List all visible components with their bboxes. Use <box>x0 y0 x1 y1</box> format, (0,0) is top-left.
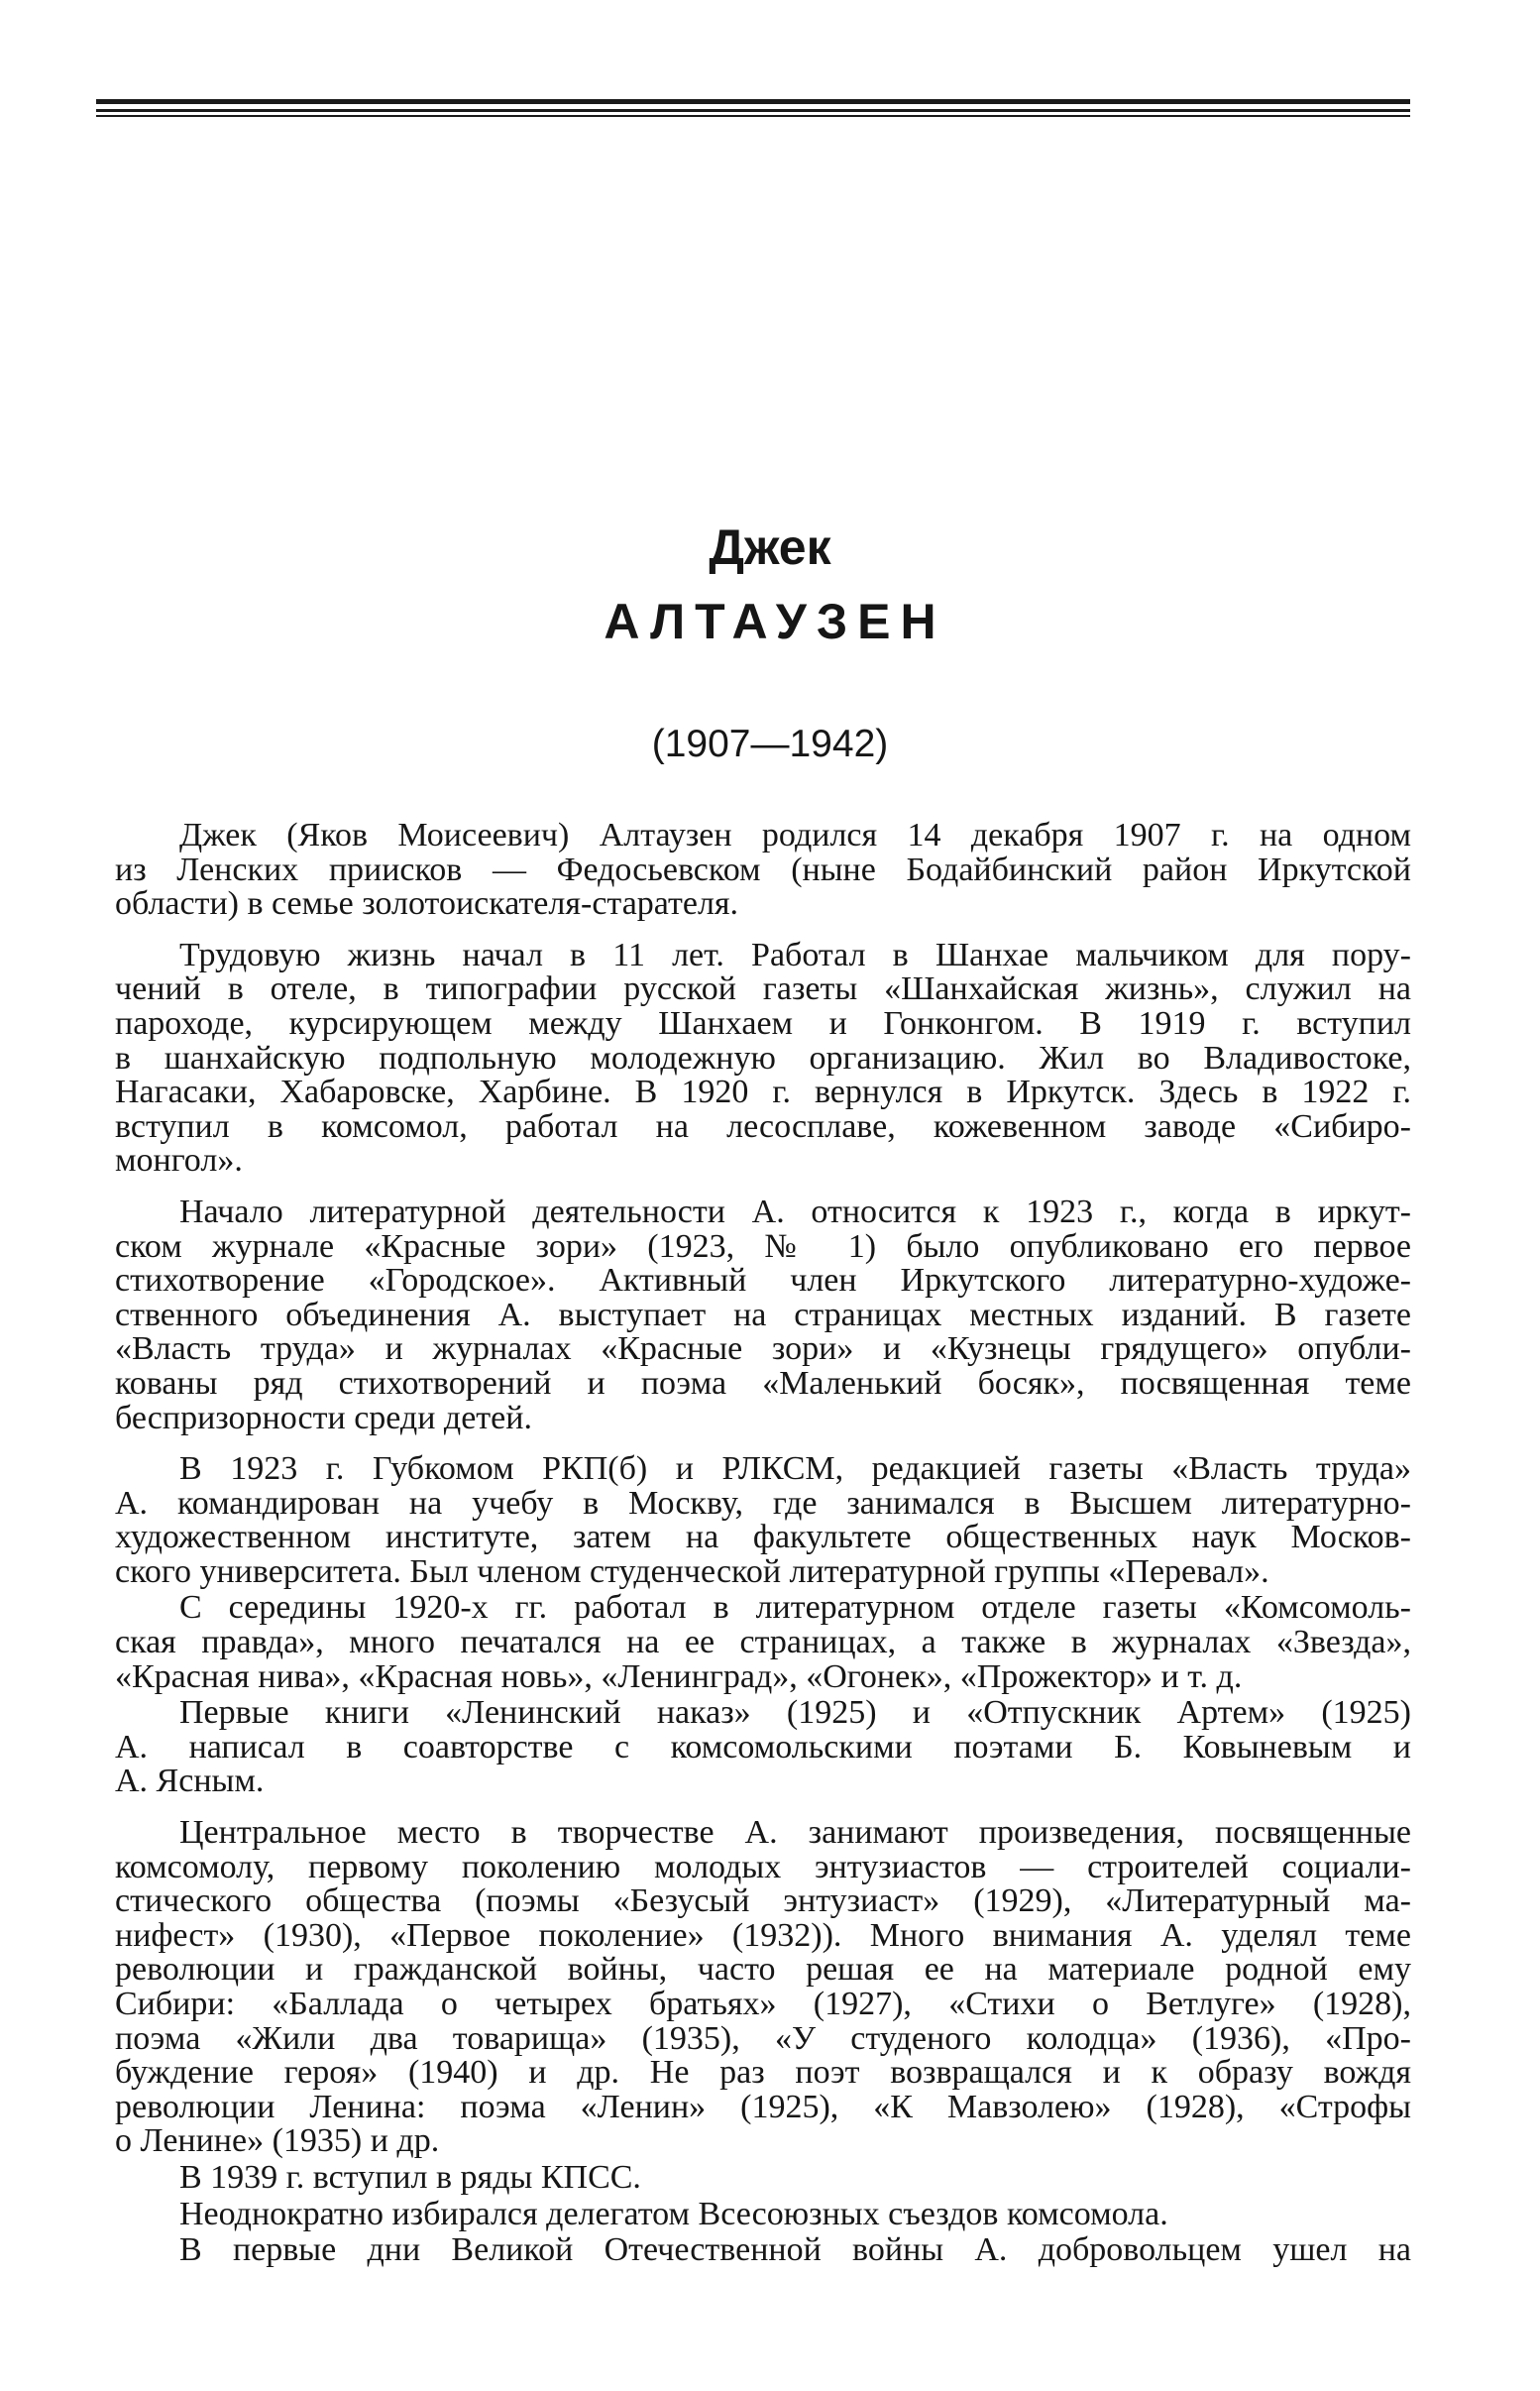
text-line: революции и гражданской войны, часто решая ее на материале родной ему <box>115 1951 1411 1989</box>
text-line: А. Ясным. <box>115 1763 265 1800</box>
bio-paragraph <box>115 1591 1411 1694</box>
text-line: о Ленине» (1935) и др. <box>115 2122 440 2160</box>
biography-text <box>115 819 1411 2270</box>
text-line: Центральное место в творчестве А. занимают произведения, посвященные <box>179 1814 1411 1852</box>
text-line: ского университета. Был членом студенческой литературной группы «Перевал». <box>115 1552 1269 1590</box>
text-line: «Власть труда» и журналах «Красные зори» и «Кузнецы грядущего» опубли- <box>115 1330 1411 1368</box>
text-line: А. командирован на учебу в Москву, где занимался в Высшем литературно- <box>115 1484 1411 1522</box>
text-line: нифест» (1930), «Первое поколение» (1932)). Много внимания А. уделял теме <box>115 1916 1411 1954</box>
text-line: ственного объединения А. выступает на страницах местных изданий. В газете <box>115 1296 1411 1333</box>
bio-paragraph <box>115 1696 1411 1799</box>
text-line: В 1923 г. Губкомом РКП(б) и РЛКСМ, редакцией газеты «Власть труда» <box>179 1450 1411 1488</box>
text-line: области) в семье золотоискателя-старателя. <box>115 885 739 923</box>
text-line: Первые книги «Ленинский наказ» (1925) и «Отпускник Артем» (1925) <box>179 1694 1411 1732</box>
bio-paragraph <box>115 2233 1411 2268</box>
text-line: ская правда», много печатался на ее страницах, а также в журналах «Звезда», <box>115 1624 1411 1661</box>
text-line: кованы ряд стихотворений и поэма «Маленький босяк», посвященная теме <box>115 1364 1411 1402</box>
text-line: Трудовую жизнь начал в 11 лет. Работал в Шанхае мальчиком для пору- <box>179 936 1411 973</box>
text-line: художественном институте, затем на факультете общественных наук Москов- <box>115 1519 1411 1556</box>
text-line: стического общества (поэмы «Безусый энтузиаст» (1929), «Литературный ма- <box>115 1882 1411 1920</box>
text-line: Сибири: «Баллада о четырех братьях» (1927), «Стихи о Ветлуге» (1928), <box>115 1986 1411 2022</box>
author-life-years: (1907—1942) <box>651 723 889 765</box>
text-line: пароходе, курсирующем между Шанхаем и Гонконгом. В 1919 г. вступил <box>115 1004 1411 1042</box>
header-rule-thick <box>96 99 1410 104</box>
text-line: Нагасаки, Хабаровске, Харбине. В 1920 г. вернулся в Иркутск. Здесь в 1922 г. <box>115 1074 1411 1111</box>
text-line: стихотворение «Городское». Активный член Иркутского литературно-художе- <box>115 1262 1411 1300</box>
bio-paragraph <box>115 2158 1411 2196</box>
text-line: беспризорности среди детей. <box>115 1399 532 1436</box>
text-line: В 1939 г. вступил в ряды КПСС. <box>179 2158 641 2196</box>
bio-paragraph <box>115 1193 1411 1436</box>
text-line: С середины 1920-х гг. работал в литературном отделе газеты «Комсомоль- <box>179 1589 1411 1627</box>
bio-paragraph <box>115 1816 1411 2159</box>
text-line: комсомолу, первому поколению молодых энтузиастов — строителей социали- <box>115 1848 1411 1885</box>
text-line: «Красная нива», «Красная новь», «Ленинград», «Огонек», «Прожектор» и т. д. <box>115 1657 1243 1695</box>
text-line: Начало литературной деятельности А. относится к 1923 г., когда в иркут- <box>179 1193 1411 1230</box>
text-line: Неоднократно избирался делегатом Всесоюзных съездов комсомола. <box>179 2195 1168 2232</box>
text-line: буждение героя» (1940) и др. Не раз поэт возвращался и к образу вождя <box>115 2054 1411 2092</box>
text-line: из Ленских приисков — Федосьевском (ныне Бодайбинский район Иркутской <box>115 851 1411 888</box>
bio-paragraph <box>115 1452 1411 1589</box>
text-line: Джек (Яков Моисеевич) Алтаузен родился 14 декабря 1907 г. на одном <box>179 817 1411 854</box>
bio-paragraph <box>115 2195 1411 2232</box>
bio-paragraph <box>115 819 1411 922</box>
text-line: в шанхайскую подпольную молодежную организацию. Жил во Владивостоке, <box>115 1039 1411 1077</box>
text-line: монгол». <box>115 1142 243 1180</box>
header-rule-middle <box>96 109 1410 112</box>
text-line: чений в отеле, в типографии русской газеты «Шанхайская жизнь», служил на <box>115 970 1411 1008</box>
text-line: В первые дни Великой Отечественной войны А. добровольцем ушел на <box>179 2231 1411 2269</box>
text-line: А. написал в соавторстве с комсомольскими поэтами Б. Ковыневым и <box>115 1728 1411 1765</box>
text-line: поэма «Жили два товарища» (1935), «У студеного колодца» (1936), «Про- <box>115 2019 1411 2057</box>
text-line: вступил в комсомол, работал на лесосплаве, кожевенном заводе «Сибиро- <box>115 1107 1411 1145</box>
author-first-name: Джек <box>709 519 831 575</box>
author-last-name: АЛТАУЗЕН <box>604 594 946 649</box>
text-line: ском журнале «Красные зори» (1923, № 1) было опубликовано его первое <box>115 1227 1411 1265</box>
header-rule-thin <box>96 115 1410 117</box>
bio-paragraph <box>115 936 1411 1180</box>
text-line: революции Ленина: поэма «Ленин» (1925), «К Мавзолею» (1928), «Строфы <box>115 2088 1411 2125</box>
